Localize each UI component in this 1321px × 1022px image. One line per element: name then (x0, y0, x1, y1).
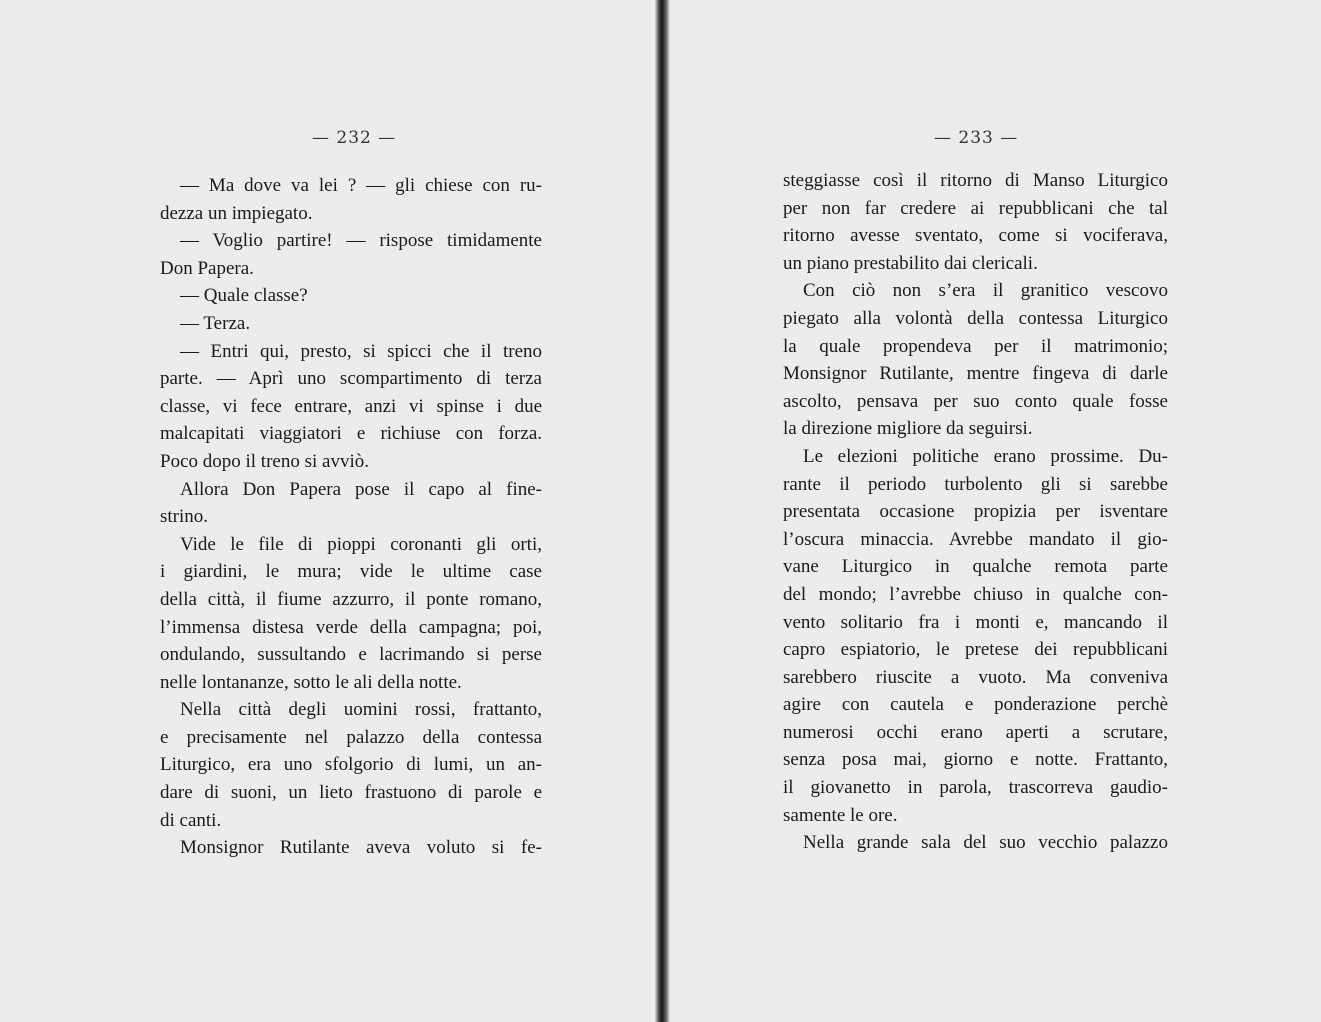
text-line: nelle lontananze, sotto le ali della notte. (160, 671, 462, 693)
text-line: presentata occasione propizia per isventare (783, 501, 1168, 523)
text-line: Allora Don Papera pose il capo al fine- (180, 478, 542, 500)
text-line: — Ma dove va lei ? — gli chiese con ru- (180, 175, 542, 196)
text-line: ascolto, pensava per suo conto quale fosse (783, 390, 1168, 412)
text-line: — Entri qui, presto, si spicci che il treno (180, 340, 542, 362)
text-line: dare di suoni, un lieto frastuono di parole e (160, 782, 542, 804)
text-line: piegato alla volontà della contessa Liturgico (783, 307, 1168, 329)
text-line: l’immensa distesa verde della campagna; poi, (160, 616, 542, 638)
text-line: Poco dopo il treno si avviò. (160, 450, 369, 472)
text-line: — Terza. (180, 312, 251, 334)
left-page-text (160, 172, 542, 862)
text-line: senza posa mai, giorno e notte. Frattanto, (783, 749, 1168, 771)
text-line: la direzione migliore da seguirsi. (783, 418, 1033, 440)
text-line: Liturgico, era uno sfolgorio di lumi, un an- (160, 754, 542, 776)
text-line: vane Liturgico in qualche remota parte (783, 556, 1168, 578)
text-line: strino. (160, 506, 209, 528)
text-line: parte. — Aprì uno scompartimento di terza (160, 368, 542, 390)
book-gutter (655, 0, 670, 1022)
text-line: Le elezioni politiche erano prossime. Du- (803, 445, 1168, 467)
text-line: samente le ore. (783, 804, 898, 826)
text-line: un piano prestabilito dai clericali. (783, 252, 1038, 274)
text-line: Con ciò non s’era il granitico vescovo (803, 280, 1168, 302)
text-line: Nella città degli uomini rossi, frattanto, (180, 699, 542, 721)
text-line: Vide le file di pioppi coronanti gli orti, (180, 533, 542, 555)
text-line: — Quale classe? (180, 285, 308, 307)
text-line: — Voglio partire! — rispose timidamente (180, 230, 542, 252)
text-line: per non far credere ai repubblicani che tal (783, 197, 1168, 219)
text-line: agire con cautela e ponderazione perchè (783, 694, 1168, 716)
text-line: il giovanetto in parola, trascorreva gaudio- (783, 777, 1168, 799)
text-line: sarebbero riuscite a vuoto. Ma conveniva (783, 666, 1168, 688)
right-page-text (783, 167, 1168, 857)
text-line: vento solitario fra i monti e, mancando il (783, 611, 1168, 633)
text-line: capro espiatorio, le pretese dei repubblicani (783, 639, 1168, 661)
text-line: i giardini, le mura; vide le ultime case (160, 561, 542, 583)
text-line: Monsignor Rutilante aveva voluto si fe- (180, 837, 542, 859)
text-line: e precisamente nel palazzo della contessa (160, 726, 542, 748)
text-line: di canti. (160, 809, 222, 831)
text-line: la quale propendeva per il matrimonio; (783, 335, 1168, 357)
text-line: ritorno avesse sventato, come si vociferava, (783, 225, 1168, 247)
text-line: Don Papera. (160, 257, 254, 279)
text-line: rante il periodo turbolento gli si sarebbe (783, 473, 1168, 495)
right-page (670, 0, 1321, 1022)
text-line: numerosi occhi erano aperti a scrutare, (783, 721, 1168, 743)
text-line: Monsignor Rutilante, mentre fingeva di darle (783, 363, 1168, 385)
text-line: l’oscura minaccia. Avrebbe mandato il gio- (783, 528, 1168, 550)
text-line: classe, vi fece entrare, anzi vi spinse i due (160, 395, 542, 417)
right-page-number: — 233 — (934, 128, 1019, 148)
text-line: dezza un impiegato. (160, 202, 313, 224)
text-line: steggiasse così il ritorno di Manso Liturgico (783, 170, 1168, 191)
text-line: del mondo; l’avrebbe chiuso in qualche con- (783, 583, 1168, 605)
text-line: Nella grande sala del suo vecchio palazzo (803, 832, 1168, 854)
text-line: ondulando, sussultando e lacrimando si perse (160, 644, 542, 666)
left-page (0, 0, 655, 1022)
text-line: della città, il fiume azzurro, il ponte romano, (160, 588, 542, 610)
left-page-number: — 232 — (312, 128, 397, 148)
text-line: malcapitati viaggiatori e richiuse con forza. (160, 423, 542, 445)
